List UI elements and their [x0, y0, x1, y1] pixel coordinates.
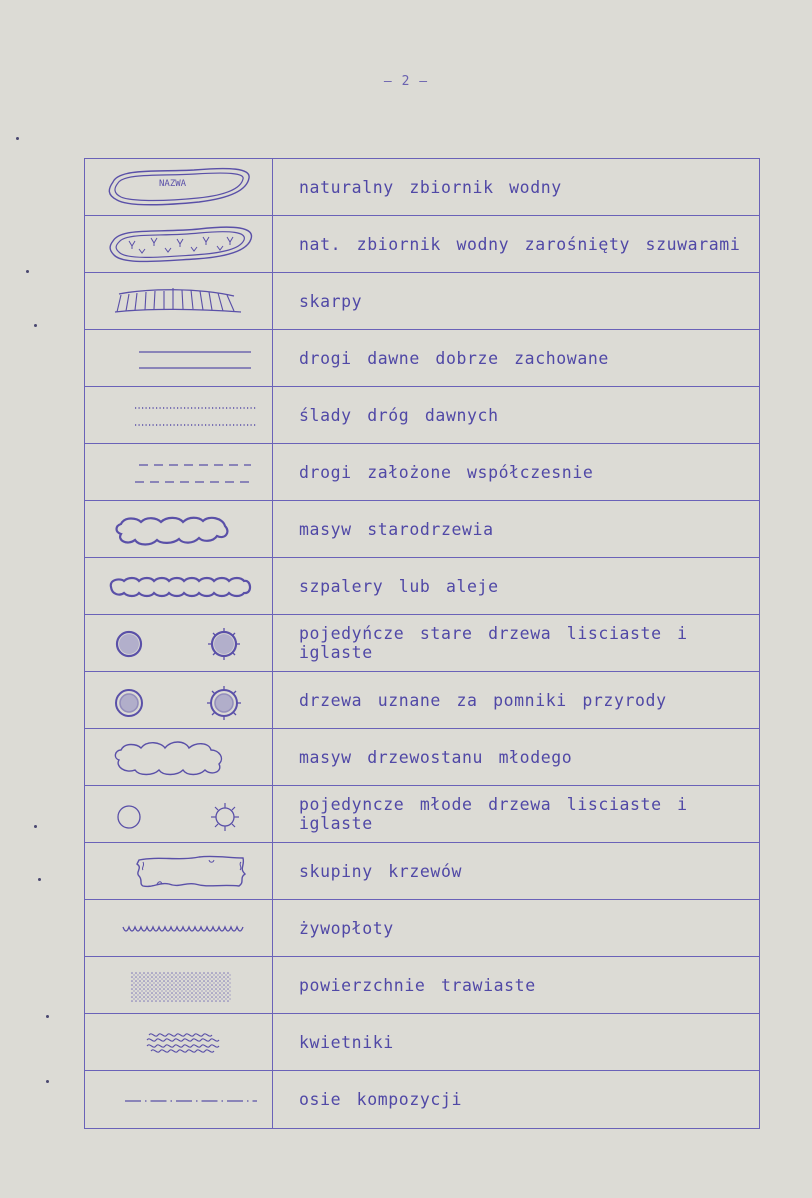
legend-row	[85, 501, 759, 558]
legend-row	[85, 273, 759, 330]
scan-speck	[34, 324, 37, 327]
legend-label: naturalny zbiornik wodny	[299, 177, 562, 197]
legend-row	[85, 900, 759, 957]
slope-icon	[85, 273, 273, 329]
legend-label: szpalery lub aleje	[299, 576, 499, 596]
legend-table	[84, 158, 760, 1129]
scan-speck	[38, 878, 41, 881]
scan-speck	[46, 1080, 49, 1083]
legend-row	[85, 1014, 759, 1071]
scan-speck	[46, 1015, 49, 1018]
alley-icon	[85, 558, 273, 614]
legend-row	[85, 159, 759, 216]
legend-label: osie kompozycji	[299, 1090, 463, 1109]
legend-label: ślady dróg dawnych	[299, 405, 499, 425]
legend-row	[85, 444, 759, 501]
legend-row	[85, 729, 759, 786]
page-number: — 2 —	[383, 74, 429, 89]
legend-row	[85, 216, 759, 273]
monument-trees-icon	[85, 672, 273, 728]
svg-text:NAZWA: NAZWA	[158, 179, 186, 189]
scan-speck	[34, 825, 37, 828]
legend-label: drogi dawne dobrze zachowane	[299, 348, 609, 368]
legend-label: powierzchnie trawiaste	[299, 975, 536, 995]
shrub-group-icon	[85, 843, 273, 899]
scan-speck	[26, 270, 29, 273]
preserved-road-icon	[85, 330, 273, 386]
reed-water-body-icon	[85, 216, 273, 272]
flowerbed-icon	[85, 1014, 273, 1070]
legend-label: skarpy	[299, 291, 363, 311]
legend-row	[85, 957, 759, 1014]
hedge-icon	[85, 900, 273, 956]
legend-row	[85, 558, 759, 615]
legend-label: drogi założone współczesnie	[299, 462, 594, 482]
legend-row	[85, 1071, 759, 1128]
water-body-icon	[85, 159, 273, 215]
young-tree-mass-icon	[85, 729, 273, 785]
legend-row	[85, 387, 759, 444]
legend-label: kwietniki	[299, 1032, 394, 1052]
modern-road-icon	[85, 444, 273, 500]
legend-label: żywopłoty	[299, 918, 394, 938]
grass-area-icon	[85, 957, 273, 1013]
road-traces-icon	[85, 387, 273, 443]
legend-label: nat. zbiornik wodny zarośnięty szuwarami	[299, 234, 741, 254]
legend-label: pojedyńcze stare drzewa lisciaste i iglaste	[299, 624, 688, 662]
young-single-trees-icon	[85, 786, 273, 842]
legend-row	[85, 615, 759, 672]
legend-label: masyw drzewostanu młodego	[299, 747, 573, 767]
composition-axis-icon	[85, 1071, 273, 1128]
legend-row	[85, 330, 759, 387]
legend-label: skupiny krzewów	[299, 861, 463, 881]
legend-row	[85, 786, 759, 843]
legend-label: pojedyncze młode drzewa lisciaste i iglaste	[299, 795, 688, 833]
legend-label: masyw starodrzewia	[299, 519, 494, 539]
old-tree-mass-icon	[85, 501, 273, 557]
legend-row	[85, 672, 759, 729]
old-single-trees-icon	[85, 615, 273, 671]
legend-row	[85, 843, 759, 900]
scan-speck	[16, 137, 19, 140]
legend-label: drzewa uznane za pomniki przyrody	[299, 690, 667, 710]
